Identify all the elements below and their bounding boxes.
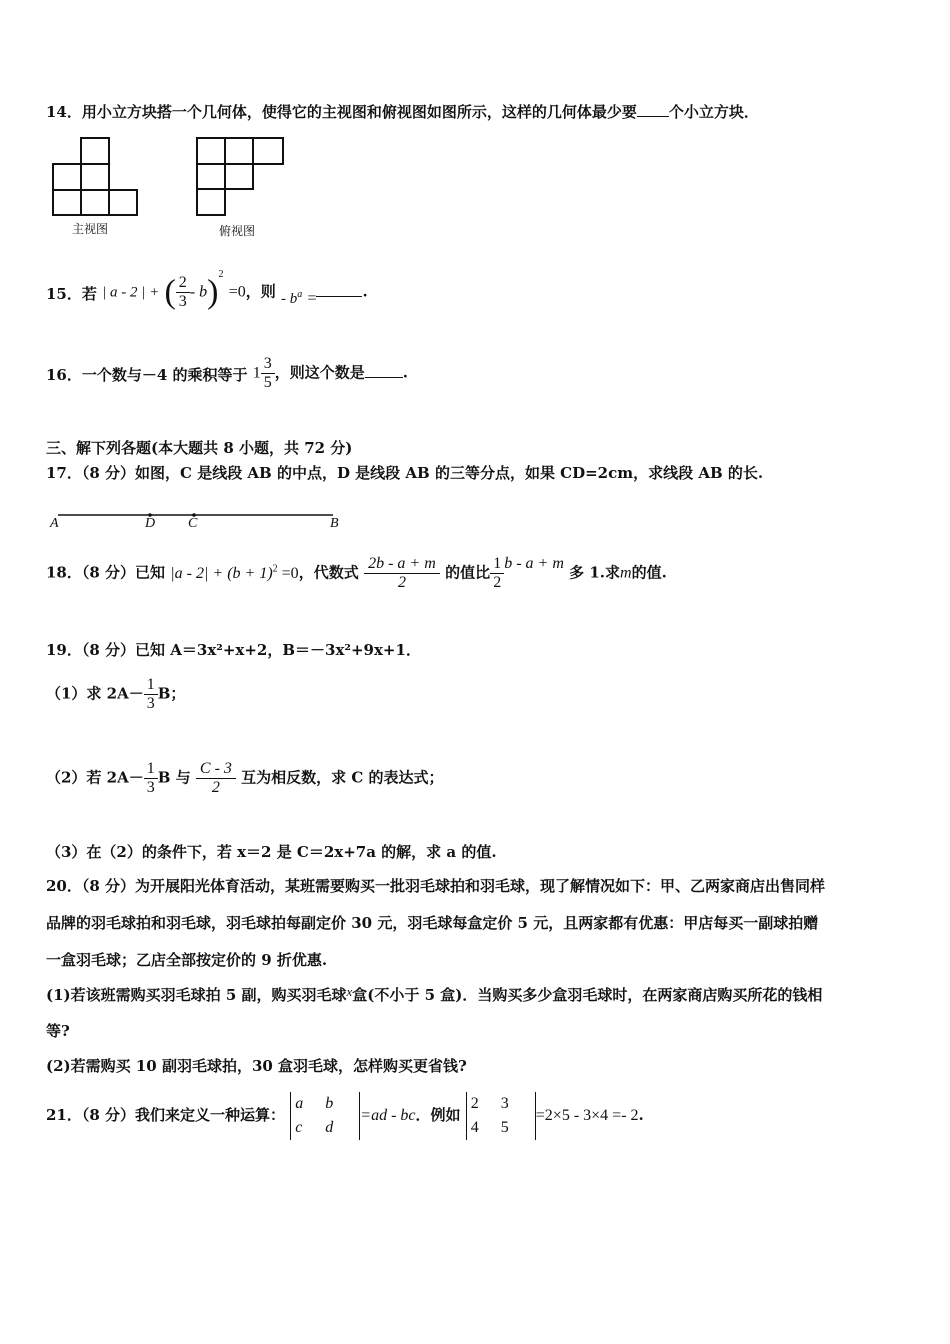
- q14-stem-end: 个小立方块．: [668, 103, 759, 121]
- q14-front-view-figure: [48, 136, 143, 218]
- q18-end-a: 多 1.求: [569, 563, 620, 582]
- q20-line-5: 等?: [46, 1022, 70, 1040]
- q15-text: 15．若 | a - 2 | + ( $\frac{2}{3}$ - b)$^2$ =0，则 - $b^a$ = .: [46, 268, 368, 311]
- q17-line-segment-figure: [50, 508, 350, 532]
- q16-text: 16．一个数与－4 的乘积等于 1 $\frac{3}{5}$ ，则这个数是 .: [46, 355, 409, 391]
- q15-prefix: 15．若: [46, 284, 97, 303]
- q19-c-fraction: $\frac{C - 3}{2}$: [196, 760, 236, 797]
- q15-fraction: $\frac{2}{3}$: [176, 274, 190, 311]
- q17-text: 17．（8 分）如图，C 是线段 AB 的中点，D 是线段 AB 的三等分点，如果 CD=2cm，求线段 AB 的长.: [46, 464, 764, 482]
- q17-label-c: C: [188, 516, 198, 531]
- q18-condition: $|a - 2| + (b + 1)^2 =0$: [170, 563, 299, 582]
- q18-mid: ，代数式: [298, 563, 359, 582]
- q18-end-b: 的值.: [631, 563, 667, 582]
- q14-text: [46, 102, 759, 122]
- q21-example-result: =2×5 - 3×4 =- 2: [535, 1107, 639, 1124]
- q18-mid2: 的值比: [445, 563, 491, 582]
- q18-var-m: m: [620, 564, 632, 582]
- q20-line-2: 品牌的羽毛球拍和羽毛球，羽毛球拍每副定价 30 元，羽毛球每盒定价 5 元，且两家都有优惠：甲店每买一副球拍赠: [46, 914, 819, 932]
- q21-text: 21．（8 分）我们来定义一种运算： a b c d=ad - bc．例如 2 3 4 5=2×5 - 3×4 =- 2.: [46, 1092, 644, 1148]
- q18-fraction-1: $\frac{2b - a + m}{2}$: [364, 555, 440, 592]
- q14-stem: 14．用小立方块搭一个几何体，使得它的主视图和俯视图如图所示，这样的几何体最少要: [46, 103, 637, 121]
- q19-p1-fraction: $\frac{1}{3}$: [144, 676, 158, 713]
- q16-answer-blank: [365, 377, 403, 378]
- q15-eq: =: [307, 289, 317, 307]
- q17-label-b: B: [330, 516, 339, 531]
- q15-paren-left: (: [164, 273, 176, 311]
- q18-fraction-2: $\frac{1}{2}$: [490, 555, 504, 592]
- q19-p2-fraction: $\frac{1}{3}$: [144, 760, 158, 797]
- q15-eq0: =0: [228, 283, 246, 301]
- q19-part-1: （1）求 2A－ $\frac{1}{3}$ B；: [46, 676, 186, 712]
- q15-abs-expr: | a - 2 | +: [102, 284, 160, 301]
- q14-top-view-figure: [194, 136, 289, 218]
- section-3-heading: 三、解下列各题(本大题共 8 小题，共 72 分): [46, 439, 353, 457]
- q20-line-1: 20．（8 分）为开展阳光体育活动，某班需要购买一批羽毛球拍和羽毛球，现了解情况如下：甲、乙两家商店出售同样: [46, 877, 826, 895]
- q15-result-expr: - $b^a$: [280, 288, 303, 307]
- q16-stem-end: ，则这个数是: [274, 363, 365, 382]
- q21-prefix: 21．（8 分）我们来定义一种运算：: [46, 1106, 286, 1124]
- q21-matrix-example: 2 3 4 5: [466, 1092, 536, 1140]
- q19-part-3: （3）在（2）的条件下，若 x＝2 是 C＝2x+7a 的解，求 a 的值.: [46, 843, 497, 861]
- q18-text: [46, 555, 667, 601]
- q15-minus-b: - b: [189, 283, 208, 301]
- q18-prefix: 18．（8 分）已知: [46, 563, 166, 582]
- q20-line-3: 一盒羽毛球；乙店全部按定价的 9 折优惠.: [46, 951, 328, 969]
- q14-answer-blank: [637, 116, 669, 117]
- q20-line-4: (1)若该班需购买羽毛球拍 5 副，购买羽毛球x盒(不小于 5 盒)．当购买多少盒羽毛球时，在两家商店购买所花的钱相: [46, 984, 823, 1004]
- q16-mixed-fraction: $\frac{3}{5}$: [261, 355, 275, 392]
- q21-mid: ．例如: [415, 1106, 461, 1124]
- q15-then: ，则: [245, 282, 276, 301]
- q16-mixed-whole: 1: [252, 364, 261, 382]
- q19-stem: 19．（8 分）已知 A＝3x²+x+2，B＝－3x²+9x+1．: [46, 641, 421, 659]
- q17-label-d: D: [145, 516, 156, 531]
- q17-label-a: A: [50, 516, 59, 531]
- q21-definition: =ad - bc: [360, 1107, 416, 1124]
- q14-caption-front: 主视图: [72, 222, 109, 236]
- q19-part-2: （2）若 2A－ $\frac{1}{3}$ B 与 $\frac{C - 3}{2}$ 互为相反数，求 C 的表达式；: [46, 760, 444, 796]
- q20-line-6: (2)若需购买 10 副羽毛球拍，30 盒羽毛球，怎样购买更省钱?: [46, 1057, 467, 1075]
- q18-fraction-2-tail: b - a + m: [504, 554, 564, 572]
- q14-caption-top: 俯视图: [219, 224, 256, 238]
- q15-paren-right: ): [207, 273, 219, 311]
- q15-answer-blank: [316, 296, 362, 297]
- q16-stem: 16．一个数与－4 的乘积等于: [46, 365, 248, 384]
- q21-matrix-def: a b c d: [290, 1092, 360, 1140]
